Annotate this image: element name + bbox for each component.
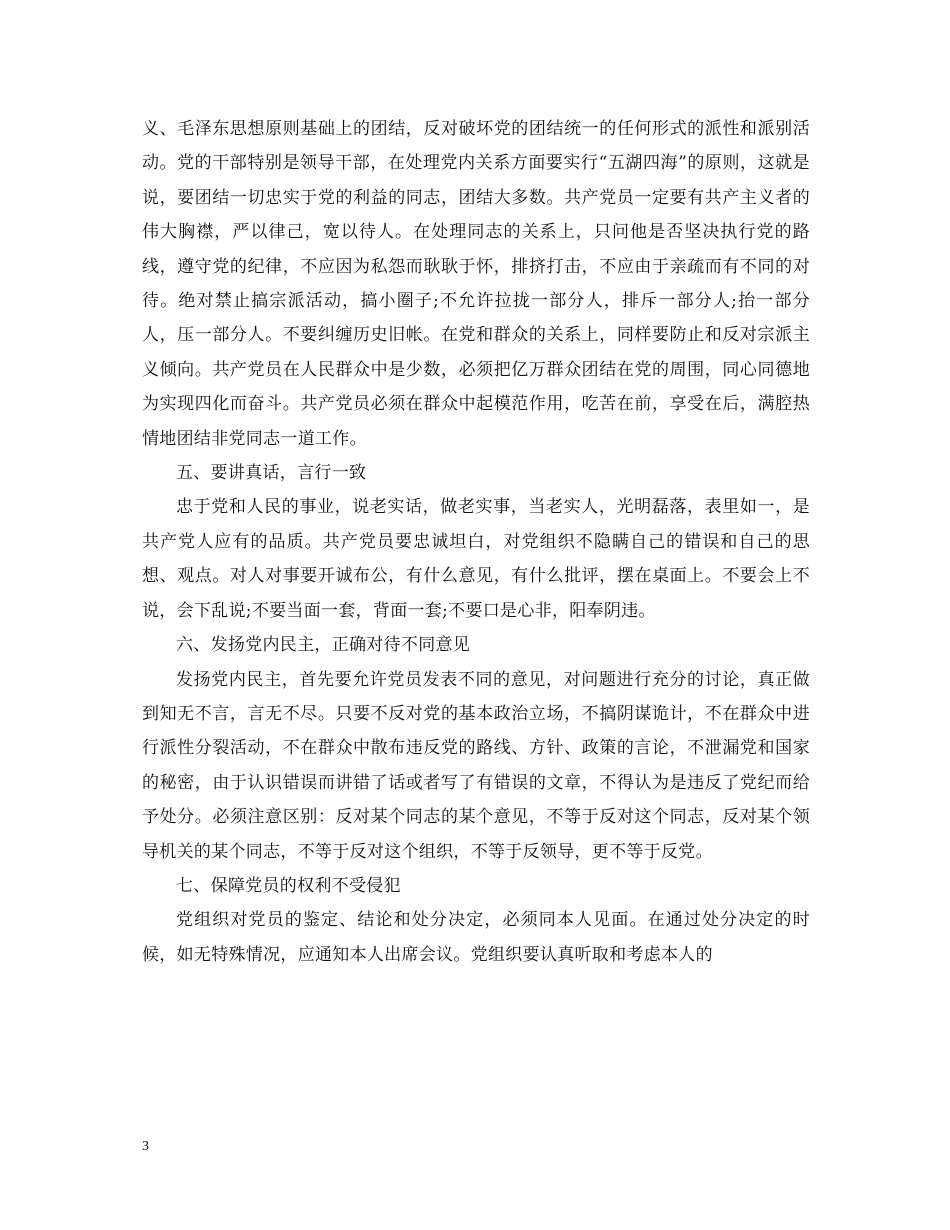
section-heading-5: 五、要讲真话，言行一致 <box>176 463 367 484</box>
section-heading-6: 六、发扬党内民主，正确对待不同意见 <box>176 635 471 656</box>
paragraph-section-6: 发扬党内民主，首先要允许党员发表不同的意见，对问题进行充分的讨论，真正做到知无不言，言无不尽。只要不反对党的基本政治立场，不搞阴谋诡计，不在群众中进行派性分裂活动，不在群众中散布违反党的路线、方针、政策的言论，不泄漏党和国家的秘密，由于认识错误而讲错了话或者写了有错误的文章，不得认为是违反了党纪而给予处分。必须注意区别：反对某个同志的某个意见，不等于反对这个同志，反对某个领导机关的某个同志，不等于反对这个组织，不等于反领导，更不等于反党。 <box>142 669 810 862</box>
document-body <box>142 112 810 972</box>
paragraph-section-7: 党组织对党员的鉴定、结论和处分决定，必须同本人见面。在通过处分决定的时候，如无特殊情况，应通知本人出席会议。党组织要认真听取和考虑本人的 <box>142 910 810 965</box>
page-number: 3 <box>142 1139 149 1154</box>
section-heading-7: 七、保障党员的权利不受侵犯 <box>176 875 401 896</box>
paragraph-continued: 义、毛泽东思想原则基础上的团结，反对破坏党的团结统一的任何形式的派性和派别活动。党的干部特别是领导干部，在处理党内关系方面要实行“五湖四海”的原则，这就是说，要团结一切忠实于党的利益的同志，团结大多数。共产党员一定要有共产主义者的伟大胸襟，严以律己，宽以待人。在处理同志的关系上，只问他是否坚决执行党的路线，遵守党的纪律，不应因为私怨而耿耿于怀，排挤打击，不应由于亲疏而有不同的对待。绝对禁止搞宗派活动，搞小圈子;不允许拉拢一部分人，排斥一部分人;抬一部分人，压一部分人。不要纠缠历史旧帐。在党和群众的关系上，同样要防止和反对宗派主义倾向。共产党员在人民群众中是少数，必须把亿万群众团结在党的周围，同心同德地为实现四化而奋斗。共产党员必须在群众中起模范作用，吃苦在前，享受在后，满腔热情地团结非党同志一道工作。 <box>142 119 810 449</box>
paragraph-section-5: 忠于党和人民的事业，说老实话，做老实事，当老实人，光明磊落，表里如一，是共产党人应有的品质。共产党员要忠诚坦白，对党组织不隐瞒自己的错误和自己的思想、观点。对人对事要开诚布公，有什么意见，有什么批评，摆在桌面上。不要会上不说，会下乱说;不要当面一套，背面一套;不要口是心非，阳奉阴违。 <box>142 497 810 621</box>
